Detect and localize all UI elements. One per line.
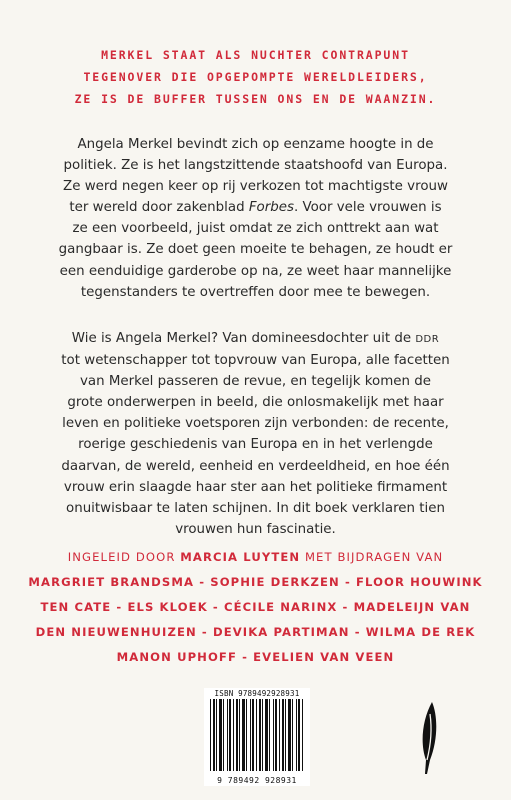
credits-intro-text: INGELEID DOOR [67,550,181,564]
barcode-bars [210,699,304,771]
blurb-paragraph-2 [0,328,511,540]
contributors-credits [0,545,511,670]
contributors-line: MANON UPHOFF - EVELIEN VAN VEEN [116,650,395,664]
barcode-digits: 9 789492 928931 [217,776,297,785]
blurb-line: politiek. Ze is het langstzittende staatshoofd van Europa. [63,158,448,174]
blurb-line: vrouw erin slaagde haar ster aan het politieke firmament [63,479,448,495]
blurb-line: van Merkel passeren de revue, en tegelijk komen de [80,374,431,390]
contributors-line: MARGRIET BRANDSMA - SOPHIE DERKZEN - FLOOR HOUWINK [28,575,483,589]
blurb-paragraph-1 [0,134,511,303]
blurb-line: tot wetenschapper tot topvrouw van Europa, alle facetten [61,353,450,369]
isbn-label: ISBN 9789492928931 [214,689,300,698]
isbn-barcode [204,688,310,786]
blurb-text: ter wereld door zakenblad [69,200,249,216]
credits-intro-line [0,545,511,570]
blurb-line: vrouwen hun fascinatie. [175,521,336,537]
contributors-line: DEN NIEUWENHUIZEN - DEVIKA PARTIMAN - WILMA DE REK [35,625,476,639]
blurb-line: gangbaar is. Ze doet geen moeite te behagen, ze houdt er [58,242,453,258]
blurb-text: . Voor vele vrouwen is [293,200,442,216]
quill-logo-icon [418,700,440,778]
blurb-line [0,197,511,218]
blurb-line: Ze werd negen keer op rij verkozen tot machtigste vrouw [63,179,448,195]
blurb-text: Wie is Angela Merkel? Van domineesdochter uit de [71,331,416,346]
credits-intro-text: MET BIJDRAGEN VAN [300,550,444,564]
editor-name: MARCIA LUYTEN [180,550,301,564]
blurb-line: Angela Merkel bevindt zich op eenzame hoogte in de [77,137,434,152]
blurb-line: onuitwisbaar te laten schijnen. In dit boek verklaren tien [66,500,445,516]
blurb-line: grote onderwerpen in beeld, die onlosmakelijk met haar [67,395,444,411]
blurb-line: daarvan, de wereld, eenheid en verdeeldheid, en hoe één [61,458,450,474]
blurb-line: tegenstanders te overtreffen door mee te bewegen. [80,284,431,300]
blurb-line: een eenduidige garderobe op na, ze weet haar mannelijke [59,263,452,279]
blurb-line: ze een voorbeeld, juist omdat ze zich onttrekt aan wat [72,221,439,237]
blurb-line: leven en politieke voetsporen zijn verbonden: de recente, [62,416,449,432]
tagline-line: TEGENOVER DIE OPGEPOMPTE WERELDLEIDERS, [83,70,428,84]
blurb-line: roerige geschiedenis van Europa en in het verlengde [78,437,433,453]
tagline [0,44,511,110]
contributors-line: TEN CATE - ELS KLOEK - CÉCILE NARINX - MADELEIJN VAN [40,600,471,614]
ddr-abbreviation: DDR [415,334,440,345]
magazine-title: Forbes [248,200,294,216]
blurb-line [0,328,511,350]
tagline-line: MERKEL STAAT ALS NUCHTER CONTRAPUNT [101,48,410,62]
tagline-line: ZE IS DE BUFFER TUSSEN ONS EN DE WAANZIN. [74,92,437,106]
